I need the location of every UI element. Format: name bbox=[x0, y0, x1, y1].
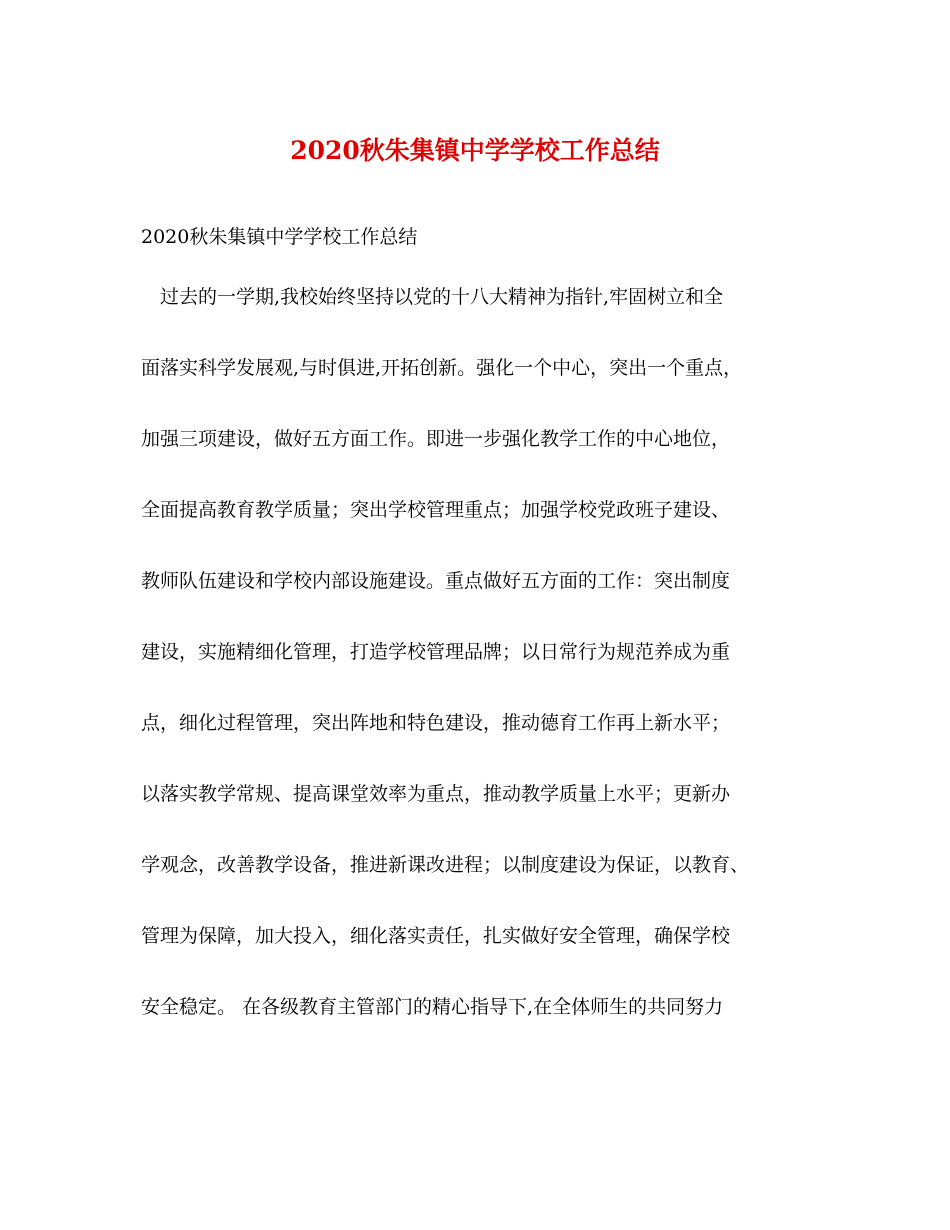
document-title: 2020秋朱集镇中学学校工作总结 bbox=[290, 136, 660, 165]
paragraph-line: 以落实教学常规、提高课堂效率为重点，推动教学质量上水平；更新办 bbox=[141, 783, 731, 805]
paragraph-line: 管理为保障，加大投入，细化落实责任，扎实做好安全管理，确保学校 bbox=[141, 925, 731, 947]
paragraph-line: 加强三项建设，做好五方面工作。即进一步强化教学工作的中心地位， bbox=[141, 428, 731, 450]
paragraph-line: 过去的一学期,我校始终坚持以党的十八大精神为指针,牢固树立和全 bbox=[141, 286, 724, 308]
paragraph-line: 学观念，改善教学设备，推进新课改进程；以制度建设为保证，以教育、 bbox=[141, 854, 750, 876]
document-subtitle: 2020秋朱集镇中学学校工作总结 bbox=[141, 226, 418, 248]
paragraph-line: 教师队伍建设和学校内部设施建设。重点做好五方面的工作：突出制度 bbox=[141, 570, 731, 592]
paragraph-line: 安全稳定。 在各级教育主管部门的精心指导下,在全体师生的共同努力 bbox=[141, 996, 724, 1018]
paragraph-line: 建设，实施精细化管理，打造学校管理品牌；以日常行为规范养成为重 bbox=[141, 641, 731, 663]
paragraph-line: 面落实科学发展观,与时俱进,开拓创新。强化一个中心，突出一个重点， bbox=[141, 357, 743, 379]
paragraph-line: 点，细化过程管理，突出阵地和特色建设，推动德育工作再上新水平； bbox=[141, 712, 731, 734]
paragraph-line: 全面提高教育教学质量；突出学校管理重点；加强学校党政班子建设、 bbox=[141, 499, 731, 521]
